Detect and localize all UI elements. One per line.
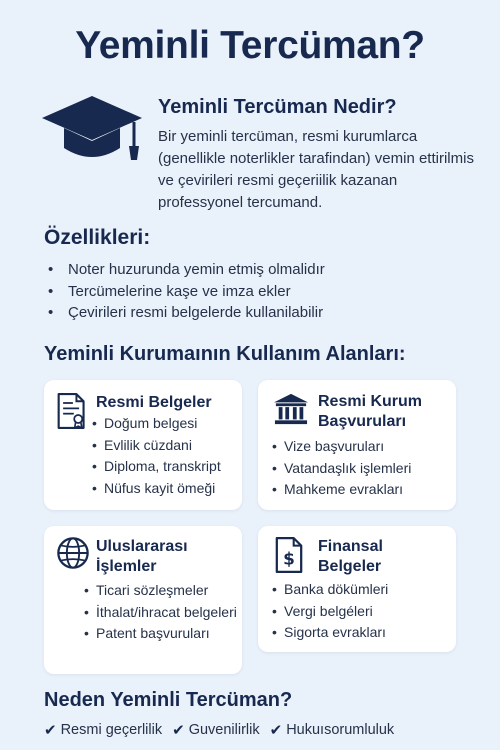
list-item: • Ticari sözleşmeler (84, 580, 238, 602)
list-item: • Evlilik cüzdani (92, 435, 240, 457)
what-description: Bir yeminli tercüman, resmi kurumlarca (genellikle noterlikler tarafindan) vemin ettirilmis ve çevirileri resmi geçeriilik kazanan professyonel tercumand. (158, 128, 474, 211)
benefit-label: Guvenilirlik (188, 722, 260, 738)
list-item: • Vergi belgéleri (272, 601, 452, 623)
government-building-icon (272, 392, 310, 426)
card-title: Resmi Kurum Başvuruları (318, 393, 423, 430)
benefit-item (270, 721, 395, 739)
card-list (92, 413, 240, 499)
card-list (272, 579, 452, 644)
what-heading: Yeminli Tercüman Nedir? (158, 96, 397, 118)
list-item: • İthalat/ihracat belgeleri (84, 602, 238, 624)
list-item: • Mahkeme evrakları (272, 479, 452, 501)
benefit-item (44, 721, 162, 739)
feature-item: • Tercümelerine kaşe ve imza ekler (44, 281, 325, 303)
card-official-applications (258, 380, 456, 510)
checkmark-icon: ✔ (44, 722, 57, 739)
card-list (272, 436, 452, 501)
list-item: • Sigorta evrakları (272, 622, 452, 644)
list-item: • Doğum belgesi (92, 413, 240, 435)
list-item: • Vize başvuruları (272, 436, 452, 458)
list-item: • Patent başvuruları (84, 623, 238, 645)
card-financial-documents (258, 526, 456, 652)
list-item: • Diploma, transkript (92, 456, 240, 478)
benefit-label: Resmi geçerlilik (60, 722, 163, 738)
why-heading: Neden Yeminli Tercüman? (44, 689, 293, 711)
graduation-cap-icon (40, 92, 144, 168)
dollar-document-icon (274, 536, 304, 574)
feature-item: • Çevirileri resmi belgelerde kullanilabilir (44, 302, 325, 324)
card-title: Finansal Belgeler (318, 538, 383, 575)
feature-item: • Noter huzurunda yemin etmiş olmalidır (44, 259, 325, 281)
svg-text:$: $ (283, 548, 295, 569)
page-title: Yeminli Tercüman? (75, 24, 425, 67)
usage-areas-heading: Yeminli Kurumaının Kullanım Alanları: (44, 343, 406, 365)
features-heading: Özellikleri: (44, 226, 151, 249)
benefit-item (172, 721, 260, 739)
certificate-document-icon (56, 391, 88, 431)
globe-icon (56, 536, 90, 570)
checkmark-icon: ✔ (269, 722, 283, 739)
list-item: • Banka dökümleri (272, 579, 452, 601)
list-item: • Vatandaşlık işlemleri (272, 458, 452, 480)
card-title: Resmi Belgeler (96, 394, 212, 411)
card-official-documents (44, 380, 242, 510)
why-benefits (44, 721, 394, 739)
card-list (84, 580, 238, 645)
list-item: • Nüfus kayit ömeği (92, 478, 240, 500)
card-international-transactions (44, 526, 242, 674)
card-title: Uluslararası İşlemler (96, 538, 188, 575)
features-list (44, 259, 325, 324)
checkmark-icon: ✔ (172, 722, 185, 739)
benefit-label: Hukuısorumluluk (286, 722, 395, 738)
